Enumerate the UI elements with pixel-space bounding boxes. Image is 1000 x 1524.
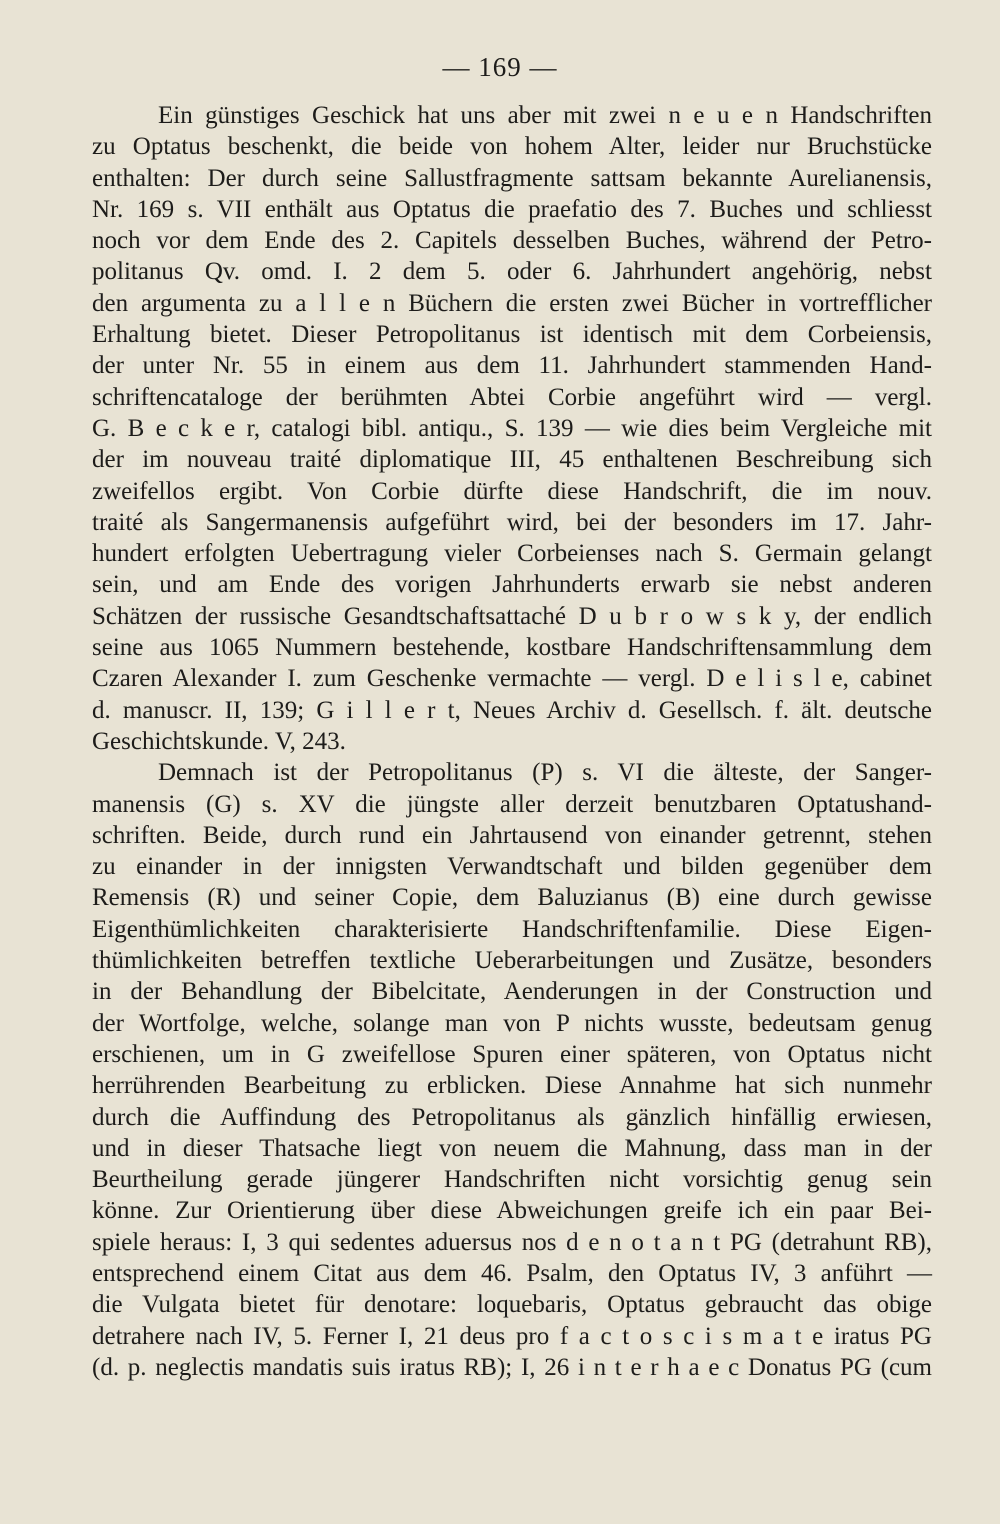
text-line: entsprechend einem Citat aus dem 46. Psalm, den Optatus IV, 3 anführt —	[92, 1259, 932, 1287]
text-line: noch vor dem Ende des 2. Capitels desselben Buches, während der Petro-	[92, 227, 932, 255]
page-number: — 169 —	[442, 52, 558, 82]
text-line: hundert erfolgten Uebertragung vieler Corbeienses nach S. Germain gelangt	[92, 540, 932, 568]
text-line: durch die Auffindung des Petropolitanus als gänzlich hinfällig erwiesen,	[92, 1103, 932, 1131]
text-line: Erhaltung bietet. Dieser Petropolitanus ist identisch mit dem Corbeiensis,	[92, 321, 932, 349]
text-line: Czaren Alexander I. zum Geschenke vermachte — vergl. D e l i s l e, cabinet	[92, 665, 932, 693]
text-line: Remensis (R) und seiner Copie, dem Baluzianus (B) eine durch gewisse	[92, 884, 932, 912]
text-line: thümlichkeiten betreffen textliche Ueberarbeitungen und Zusätze, besonders	[92, 947, 932, 975]
text-line: herrührenden Bearbeitung zu erblicken. Diese Annahme hat sich nunmehr	[92, 1072, 932, 1100]
text-line: Demnach ist der Petropolitanus (P) s. VI die älteste, der Sanger-	[158, 759, 932, 787]
text-line: (d. p. neglectis mandatis suis iratus RB); I, 26 i n t e r h a e c Donatus PG (cum	[92, 1353, 932, 1381]
body-text	[92, 100, 932, 1383]
text-line: schriften. Beide, durch rund ein Jahrtausend von einander getrennt, stehen	[92, 821, 932, 849]
text-line: d. manuscr. II, 139; G i l l e r t, Neues Archiv d. Gesellsch. f. ält. deutsche	[92, 696, 932, 724]
text-line: Ein günstiges Geschick hat uns aber mit zwei n e u e n Handschriften	[158, 102, 932, 129]
text-line: G. B e c k e r, catalogi bibl. antiqu., S. 139 — wie dies beim Vergleiche mit	[92, 414, 932, 442]
text-line: und in dieser Thatsache liegt von neuem die Mahnung, dass man in der	[92, 1134, 932, 1162]
text-line: Nr. 169 s. VII enthält aus Optatus die praefatio des 7. Buches und schliesst	[92, 195, 932, 223]
text-line: den argumenta zu a l l e n Büchern die ersten zwei Bücher in vortrefflicher	[92, 289, 932, 317]
text-line: könne. Zur Orientierung über diese Abweichungen greife ich ein paar Bei-	[92, 1197, 932, 1225]
text-line: zu Optatus beschenkt, die beide von hohem Alter, leider nur Bruchstücke	[92, 133, 932, 161]
text-line: sein, und am Ende des vorigen Jahrhunderts erwarb sie nebst anderen	[92, 571, 932, 599]
text-line: der Wortfolge, welche, solange man von P nichts wusste, bedeutsam genug	[92, 1009, 932, 1037]
text-line: enthalten: Der durch seine Sallustfragmente sattsam bekannte Aurelianensis,	[92, 164, 932, 192]
text-line: schriftencataloge der berühmten Abtei Corbie angeführt wird — vergl.	[92, 383, 932, 411]
text-line: zu einander in der innigsten Verwandtschaft und bilden gegenüber dem	[92, 853, 932, 881]
text-line: Schätzen der russische Gesandtschaftsattaché D u b r o w s k y, der endlich	[92, 602, 932, 630]
text-line: in der Behandlung der Bibelcitate, Aenderungen in der Construction und	[92, 978, 932, 1006]
text-line: Geschichtskunde. V, 243.	[92, 727, 346, 755]
text-line: detrahere nach IV, 5. Ferner I, 21 deus pro f a c t o s c i s m a t e iratus PG	[92, 1322, 932, 1350]
text-line: erschienen, um in G zweifellose Spuren einer späteren, von Optatus nicht	[92, 1040, 932, 1068]
text-line: traité als Sangermanensis aufgeführt wird, bei der besonders im 17. Jahr-	[92, 508, 932, 536]
text-line: manensis (G) s. XV die jüngste aller derzeit benutzbaren Optatushand-	[92, 790, 932, 818]
text-line: spiele heraus: I, 3 qui sedentes aduersus nos d e n o t a n t PG (detrahunt RB),	[92, 1228, 932, 1256]
text-line: die Vulgata bietet für denotare: loquebaris, Optatus gebraucht das obige	[92, 1291, 932, 1319]
text-line: Beurtheilung gerade jüngerer Handschriften nicht vorsichtig genug sein	[92, 1166, 932, 1194]
text-line: der unter Nr. 55 in einem aus dem 11. Jahrhundert stammenden Hand-	[92, 352, 932, 380]
text-line: Eigenthümlichkeiten charakterisierte Handschriftenfamilie. Diese Eigen-	[92, 915, 932, 943]
text-line: zweifellos ergibt. Von Corbie dürfte diese Handschrift, die im nouv.	[92, 477, 932, 505]
text-line: seine aus 1065 Nummern bestehende, kostbare Handschriftensammlung dem	[92, 634, 932, 662]
text-line: politanus Qv. omd. I. 2 dem 5. oder 6. Jahrhundert angehörig, nebst	[92, 258, 932, 286]
text-line: der im nouveau traité diplomatique III, 45 enthaltenen Beschreibung sich	[92, 446, 932, 474]
